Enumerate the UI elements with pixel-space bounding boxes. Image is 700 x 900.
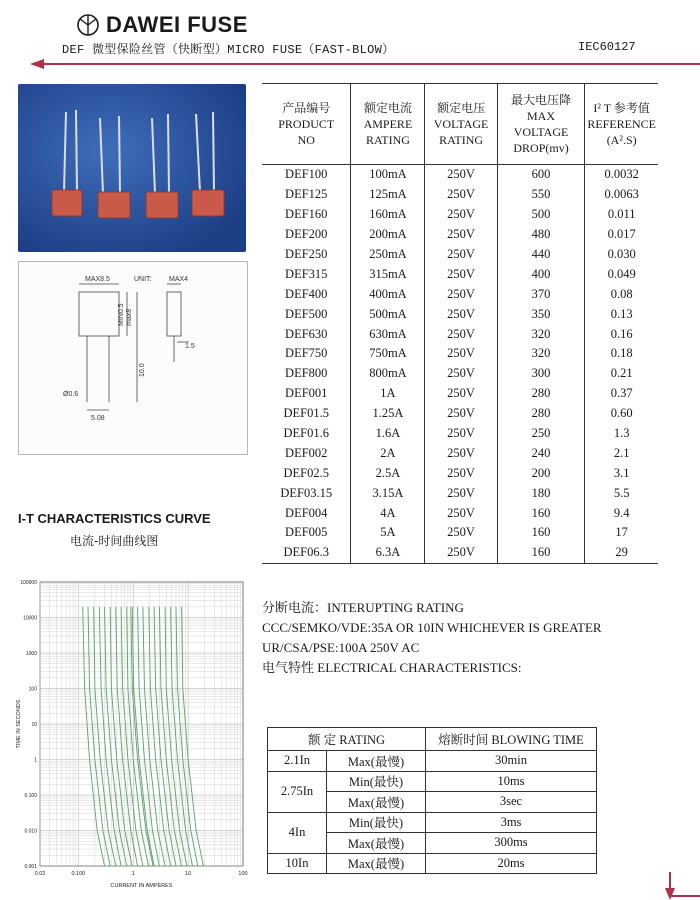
table-row <box>262 424 658 444</box>
voltage-drop-cell: 160 <box>497 543 585 563</box>
product-no-cell: DEF160 <box>285 207 328 222</box>
product-no-cell: DEF400 <box>285 286 328 301</box>
y-tick-label: 0.001 <box>24 864 37 870</box>
type-cell: Max(最慢) <box>327 853 426 874</box>
voltage-cell: 250V <box>425 245 497 265</box>
time-cell: 3sec <box>426 792 597 813</box>
ampere-cell: 315mA <box>351 264 425 284</box>
i2t-cell: 0.0032 <box>585 165 658 185</box>
table-row <box>262 284 658 304</box>
type-cell: Max(最慢) <box>327 792 426 813</box>
table-row <box>262 384 658 404</box>
voltage-drop-cell: 440 <box>497 245 585 265</box>
i2t-cell: 0.011 <box>585 205 658 225</box>
spec-table <box>262 83 658 564</box>
y-axis-label: TIME IN SECONDS <box>16 699 22 749</box>
product-no-cell: DEF800 <box>285 366 328 381</box>
ampere-cell: 3.15A <box>351 483 425 503</box>
header-voltage-drop: 最大电压降 MAX VOLTAGE DROP(mv) <box>497 84 585 165</box>
time-cell: 20ms <box>426 853 597 874</box>
ampere-cell: 100mA <box>351 165 425 185</box>
spec-table-header <box>262 84 658 165</box>
brand-logo-icon <box>76 13 100 37</box>
ampere-cell: 500mA <box>351 304 425 324</box>
chart-subtitle: 电流-时间曲线图 <box>70 534 159 548</box>
product-no-cell: DEF125 <box>285 187 328 202</box>
table-row <box>262 463 658 483</box>
ampere-cell: 6.3A <box>351 543 425 563</box>
product-no-cell: DEF03.15 <box>280 485 333 500</box>
dim-height: MIN0.5 <box>118 303 125 326</box>
interrupting-rating-ur: UR/CSA/PSE:100A 250V AC <box>262 640 420 655</box>
product-no-cell: DEF01.5 <box>283 406 329 421</box>
x-tick-label: 0.02 <box>34 871 46 877</box>
voltage-cell: 250V <box>425 264 497 284</box>
voltage-drop-cell: 320 <box>497 324 585 344</box>
product-no-cell: DEF06.3 <box>262 543 351 563</box>
voltage-cell: 250V <box>425 424 497 444</box>
table-row <box>262 165 658 185</box>
i2t-cell: 0.21 <box>585 364 658 384</box>
i2t-cell: 0.37 <box>585 384 658 404</box>
table-row <box>262 364 658 384</box>
product-no-cell: DEF250 <box>285 247 328 261</box>
voltage-drop-cell: 250 <box>497 424 585 444</box>
interrupting-rating-ccc: CCC/SEMKO/VDE:35A OR 10IN WHICHEVER IS GREATER <box>262 620 602 635</box>
ampere-cell: 2A <box>351 443 425 463</box>
i2t-cell: 0.017 <box>585 225 658 245</box>
x-tick-label: 10 <box>185 871 192 877</box>
dim-pitch: 5.08 <box>91 415 105 422</box>
product-no-cell: DEF500 <box>285 306 328 321</box>
table-row <box>262 443 658 463</box>
table-row <box>268 751 597 772</box>
header-blowing-time: 熔断时间 BLOWING TIME <box>426 728 597 751</box>
rating-cell: 4In <box>268 812 327 853</box>
ampere-cell: 4A <box>351 503 425 523</box>
i2t-cell: 2.1 <box>585 443 658 463</box>
table-row <box>262 503 658 523</box>
voltage-drop-cell: 480 <box>497 225 585 245</box>
ampere-cell: 160mA <box>351 205 425 225</box>
electrical-characteristics-heading: 电气特性 ELECTRICAL CHARACTERISTICS: <box>262 660 522 675</box>
table-row <box>268 771 597 792</box>
product-no-cell: DEF001 <box>285 386 328 401</box>
product-no-cell: DEF200 <box>285 227 328 242</box>
voltage-cell: 250V <box>425 284 497 304</box>
dim-max-depth: MAX4 <box>169 276 189 283</box>
i2t-cell: 9.4 <box>585 503 658 523</box>
table-row <box>262 404 658 424</box>
dim-unit: UNIT: <box>134 276 152 283</box>
type-cell: Min(最快) <box>327 812 426 833</box>
rating-cell: 2.75In <box>268 771 327 812</box>
voltage-drop-cell: 320 <box>497 344 585 364</box>
ampere-cell: 5A <box>351 523 425 543</box>
y-tick-label: 10000 <box>23 615 37 622</box>
voltage-drop-cell: 280 <box>497 384 585 404</box>
dim-lead-diameter: Ø0.6 <box>63 391 79 398</box>
product-no-cell: DEF004 <box>285 505 328 520</box>
blowing-time-header <box>268 728 597 751</box>
voltage-drop-cell: 180 <box>497 483 585 503</box>
table-row <box>262 344 658 364</box>
ampere-cell: 1.6A <box>351 424 425 444</box>
x-tick-label: 100 <box>238 871 248 877</box>
voltage-drop-cell: 160 <box>497 523 585 543</box>
product-no-cell: DEF100 <box>285 167 328 182</box>
voltage-cell: 250V <box>425 324 497 344</box>
dim-body: max8 <box>126 308 133 326</box>
product-no-cell: DEF005 <box>285 525 328 540</box>
i2t-cell: 5.5 <box>585 483 658 503</box>
product-no-cell: DEF01.6 <box>283 426 329 441</box>
y-tick-label: 0.100 <box>24 793 37 799</box>
ampere-cell: 2.5A <box>351 463 425 483</box>
y-tick-label: 100 <box>28 686 37 693</box>
voltage-cell: 250V <box>425 344 497 364</box>
table-row <box>268 853 597 874</box>
voltage-cell: 250V <box>425 483 497 503</box>
type-cell: Max(最慢) <box>327 751 426 772</box>
table-row <box>262 245 658 265</box>
product-subtitle: DEF 微型保险丝管（快断型）MICRO FUSE（FAST-BLOW） <box>62 43 395 57</box>
voltage-cell: 250V <box>425 503 497 523</box>
y-tick-label: 1000 <box>25 651 37 657</box>
table-row <box>262 483 658 503</box>
rating-cell: 2.1In <box>268 751 327 772</box>
i2t-cell: 3.1 <box>585 463 658 483</box>
time-cell: 3ms <box>426 812 597 833</box>
blowing-time-table <box>267 727 597 874</box>
voltage-cell: 250V <box>425 443 497 463</box>
product-photo <box>18 84 246 252</box>
voltage-drop-cell: 600 <box>497 165 585 185</box>
table-row <box>262 225 658 245</box>
notes-block <box>262 598 602 678</box>
header-divider-arrow <box>30 58 700 70</box>
product-no-cell: DEF750 <box>285 346 328 361</box>
table-row <box>262 324 658 344</box>
i2t-cell: 17 <box>585 523 658 543</box>
header-ampere-rating: 额定电流 AMPERE RATING <box>351 84 425 165</box>
y-tick-label: 1 <box>34 757 37 764</box>
it-curve-chart <box>10 550 255 895</box>
voltage-drop-cell: 200 <box>497 463 585 483</box>
product-no-cell: DEF02.5 <box>283 465 329 480</box>
i2t-cell: 29 <box>585 543 658 563</box>
table-row <box>262 205 658 225</box>
y-tick-label: 100000 <box>20 580 37 586</box>
voltage-drop-cell: 500 <box>497 205 585 225</box>
table-row <box>262 543 658 563</box>
header-voltage-rating: 额定电压 VOLTAGE RATING <box>425 84 497 165</box>
product-no-cell: DEF630 <box>285 326 328 341</box>
voltage-cell: 250V <box>425 463 497 483</box>
voltage-cell: 250V <box>425 523 497 543</box>
voltage-drop-cell: 400 <box>497 264 585 284</box>
chart-title: I-T CHARACTERISTICS CURVE <box>18 511 211 526</box>
i2t-cell: 0.13 <box>585 304 658 324</box>
rating-cell: 10In <box>268 853 327 874</box>
product-no-cell: DEF315 <box>285 266 328 281</box>
y-tick-label: 0.010 <box>24 828 37 835</box>
time-cell: 300ms <box>426 833 597 854</box>
time-cell: 30min <box>426 751 597 772</box>
voltage-drop-cell: 240 <box>497 443 585 463</box>
ampere-cell: 200mA <box>351 225 425 245</box>
i2t-cell: 0.08 <box>585 284 658 304</box>
table-row <box>268 812 597 833</box>
dim-lead-length: 10.0 <box>139 363 146 377</box>
dim-max-width: MAX8.5 <box>85 276 110 283</box>
i2t-cell: 1.3 <box>585 424 658 444</box>
table-row <box>262 304 658 324</box>
ampere-cell: 125mA <box>351 185 425 205</box>
i2t-cell: 0.030 <box>585 245 658 265</box>
x-tick-label: 1 <box>131 871 135 877</box>
header-rating: 额 定 RATING <box>268 728 426 751</box>
x-axis-label: CURRENT IN AMPERES <box>110 883 173 889</box>
ampere-cell: 250mA <box>351 245 425 265</box>
dimension-drawing <box>18 261 248 455</box>
interrupting-rating-heading: 分断电流：INTERUPTING RATING <box>262 600 464 615</box>
table-row <box>262 523 658 543</box>
ampere-cell: 750mA <box>351 344 425 364</box>
voltage-drop-cell: 370 <box>497 284 585 304</box>
i2t-cell: 0.0063 <box>585 185 658 205</box>
brand-header <box>76 10 248 40</box>
voltage-cell: 250V <box>425 225 497 245</box>
y-tick-label: 10 <box>31 722 37 728</box>
voltage-drop-cell: 550 <box>497 185 585 205</box>
voltage-cell: 250V <box>425 165 497 185</box>
voltage-cell: 250V <box>425 304 497 324</box>
ampere-cell: 1.25A <box>351 404 425 424</box>
ampere-cell: 630mA <box>351 324 425 344</box>
voltage-drop-cell: 280 <box>497 404 585 424</box>
voltage-drop-cell: 160 <box>497 503 585 523</box>
time-cell: 10ms <box>426 771 597 792</box>
brand-name: DAWEI FUSE <box>106 12 248 37</box>
voltage-cell: 250V <box>425 404 497 424</box>
table-row <box>262 264 658 284</box>
table-row <box>262 185 658 205</box>
ampere-cell: 400mA <box>351 284 425 304</box>
type-cell: Max(最慢) <box>327 833 426 854</box>
i2t-cell: 0.049 <box>585 264 658 284</box>
fuse-photo-image <box>18 84 246 252</box>
dim-side: 1.5 <box>185 343 195 350</box>
voltage-drop-cell: 300 <box>497 364 585 384</box>
standard-code: IEC60127 <box>578 40 636 54</box>
type-cell: Min(最快) <box>327 771 426 792</box>
ampere-cell: 800mA <box>351 364 425 384</box>
header-i2t-reference: I² T 参考值 REFERENCE (A².S) <box>585 84 658 165</box>
footer-arrow-icon <box>640 872 700 900</box>
voltage-cell: 250V <box>425 364 497 384</box>
voltage-cell: 250V <box>425 543 497 563</box>
header-product-no: 产品编号 PRODUCT NO <box>262 84 351 165</box>
i2t-cell: 0.60 <box>585 404 658 424</box>
voltage-cell: 250V <box>425 384 497 404</box>
product-no-cell: DEF002 <box>285 445 328 460</box>
ampere-cell: 1A <box>351 384 425 404</box>
voltage-drop-cell: 350 <box>497 304 585 324</box>
i2t-cell: 0.16 <box>585 324 658 344</box>
i2t-cell: 0.18 <box>585 344 658 364</box>
voltage-cell: 250V <box>425 185 497 205</box>
voltage-cell: 250V <box>425 205 497 225</box>
x-tick-label: 0.100 <box>71 871 86 877</box>
